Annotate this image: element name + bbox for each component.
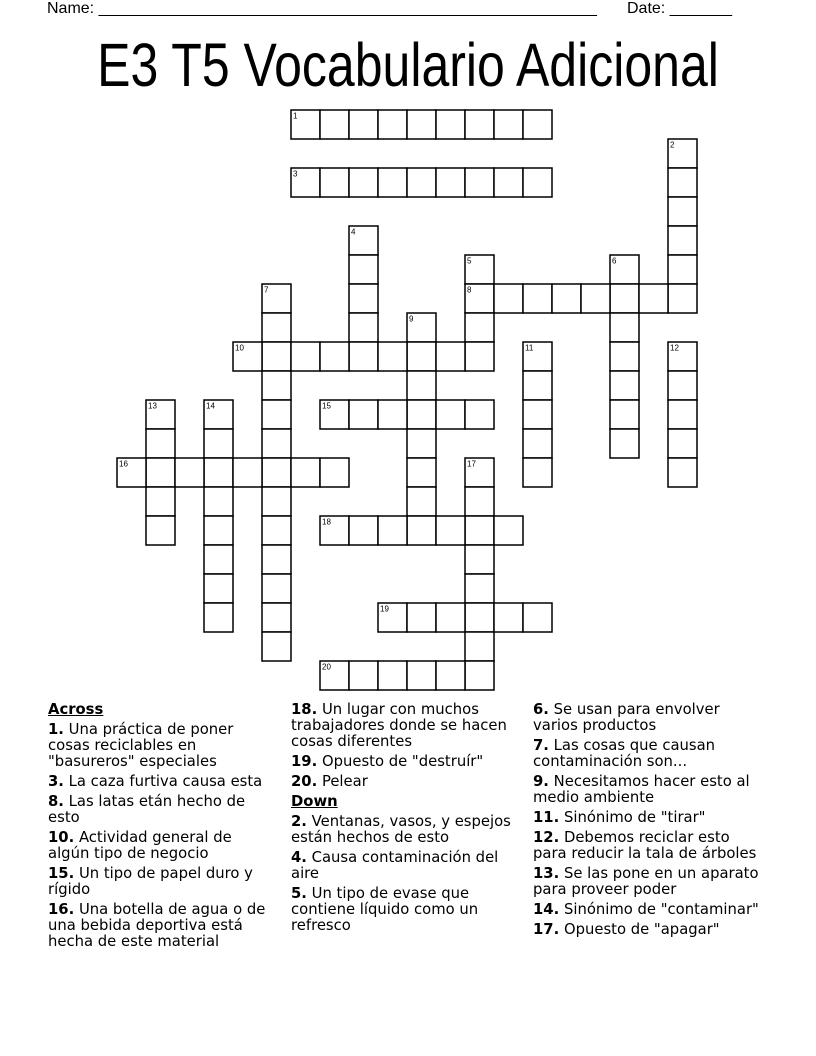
clue-text: Debemos reciclar esto para reducir la tala de árboles — [533, 829, 757, 862]
grid-cell — [349, 342, 378, 371]
grid-cell — [407, 487, 436, 516]
grid-cell — [610, 313, 639, 342]
grid-cell — [610, 342, 639, 371]
grid-cell — [523, 110, 552, 139]
down-clue — [533, 774, 761, 806]
grid-cell — [494, 110, 523, 139]
name-label: Name: — [47, 0, 95, 17]
grid-cell — [204, 458, 233, 487]
grid-cell — [233, 458, 262, 487]
clue-text: Opuesto de "destruír" — [321, 753, 484, 770]
grid-cell — [349, 110, 378, 139]
across-clue — [291, 754, 511, 770]
clue-number: 7. — [533, 737, 549, 754]
grid-cell — [436, 516, 465, 545]
cell-number: 15 — [322, 401, 331, 411]
grid-cell — [610, 429, 639, 458]
grid-cell — [349, 255, 378, 284]
across-clue — [48, 866, 274, 898]
grid-cell — [494, 168, 523, 197]
clue-number: 20. — [291, 773, 318, 790]
clue-number: 19. — [291, 753, 318, 770]
grid-cell — [465, 574, 494, 603]
grid-cell — [291, 342, 320, 371]
cell-number: 1 — [293, 111, 298, 121]
across-clue — [48, 722, 274, 770]
cell-number: 19 — [380, 604, 389, 614]
grid-cell — [320, 458, 349, 487]
grid-cell — [668, 197, 697, 226]
page-title: E3 T5 Vocabulario Adicional — [97, 31, 719, 100]
grid-cell — [668, 255, 697, 284]
down-clue — [533, 702, 761, 734]
cell-number: 18 — [322, 517, 331, 527]
clue-text: Un tipo de evase que contiene líquido como un refresco — [291, 885, 479, 934]
grid-cell — [262, 574, 291, 603]
clue-number: 8. — [48, 793, 64, 810]
clue-text: Las cosas que causan contaminación son... — [533, 737, 716, 770]
grid-cell — [494, 284, 523, 313]
cell-number: 8 — [467, 285, 472, 295]
grid-cell — [349, 400, 378, 429]
grid-cell — [436, 110, 465, 139]
clue-number: 17. — [533, 921, 560, 938]
grid-cell — [204, 574, 233, 603]
grid-cell — [436, 400, 465, 429]
down-heading: Down — [291, 793, 338, 810]
down-clue — [533, 866, 761, 898]
grid-cell — [291, 458, 320, 487]
across-clue — [48, 794, 274, 826]
grid-cell — [262, 400, 291, 429]
grid-cell — [262, 516, 291, 545]
grid-cell — [581, 284, 610, 313]
grid-cell — [204, 603, 233, 632]
grid-cell — [407, 168, 436, 197]
grid-cell — [523, 168, 552, 197]
grid-cell — [407, 110, 436, 139]
grid-cell — [465, 603, 494, 632]
across-clue — [48, 830, 274, 862]
grid-cell — [320, 342, 349, 371]
grid-cell — [262, 458, 291, 487]
grid-cell — [407, 342, 436, 371]
clue-text: Necesitamos hacer esto al medio ambiente — [533, 773, 750, 806]
grid-cell — [465, 313, 494, 342]
grid-cell — [639, 284, 668, 313]
clue-text: Causa contaminación del aire — [291, 849, 499, 882]
grid-cell — [204, 487, 233, 516]
clue-text: Ventanas, vasos, y espejos están hechos de esto — [291, 813, 511, 846]
cell-number: 9 — [409, 314, 414, 324]
grid-cell — [668, 458, 697, 487]
grid-cell — [204, 516, 233, 545]
grid-cell — [610, 284, 639, 313]
cell-number: 12 — [670, 343, 679, 353]
grid-cell — [465, 661, 494, 690]
clue-number: 5. — [291, 885, 307, 902]
grid-cell — [407, 661, 436, 690]
grid-cell — [668, 284, 697, 313]
clue-number: 4. — [291, 849, 307, 866]
grid-cell — [175, 458, 204, 487]
grid-cell — [204, 429, 233, 458]
grid-cell — [668, 168, 697, 197]
cell-number: 3 — [293, 169, 298, 179]
grid-cell — [378, 168, 407, 197]
grid-cell — [465, 400, 494, 429]
grid-cell — [523, 458, 552, 487]
clue-text: Se las pone en un aparato para proveer poder — [533, 865, 759, 898]
grid-cell — [349, 661, 378, 690]
clue-number: 3. — [48, 773, 64, 790]
across-clue — [291, 702, 511, 750]
clue-text: Una botella de agua o de una bebida deportiva está hecha de este material — [48, 901, 266, 950]
grid-cell — [378, 516, 407, 545]
grid-cell — [436, 168, 465, 197]
clue-number: 13. — [533, 865, 560, 882]
clue-number: 12. — [533, 829, 560, 846]
grid-cell — [668, 226, 697, 255]
grid-cell — [668, 400, 697, 429]
clue-number: 11. — [533, 809, 560, 826]
grid-cell — [378, 400, 407, 429]
grid-cell — [436, 603, 465, 632]
grid-cell — [494, 516, 523, 545]
grid-cell — [204, 545, 233, 574]
grid-cell — [349, 516, 378, 545]
grid-cell — [349, 168, 378, 197]
cell-number: 11 — [525, 343, 534, 353]
cell-number: 16 — [119, 459, 128, 469]
clue-number: 15. — [48, 865, 75, 882]
grid-cell — [465, 168, 494, 197]
cell-number: 4 — [351, 227, 356, 237]
grid-cell — [523, 371, 552, 400]
grid-cell — [378, 110, 407, 139]
grid-cell — [262, 487, 291, 516]
grid-cell — [320, 110, 349, 139]
clue-number: 18. — [291, 701, 318, 718]
grid-cell — [407, 429, 436, 458]
crossword-grid — [116, 109, 700, 693]
grid-cell — [146, 458, 175, 487]
clue-text: Pelear — [321, 773, 368, 790]
clue-text: La caza furtiva causa esta — [68, 773, 263, 790]
down-clue — [533, 810, 761, 826]
grid-cell — [523, 400, 552, 429]
across-clue — [48, 902, 274, 950]
clue-text: Se usan para envolver varios productos — [533, 701, 720, 734]
clue-number: 2. — [291, 813, 307, 830]
grid-cell — [465, 632, 494, 661]
grid-cell — [407, 603, 436, 632]
across-clue — [291, 774, 511, 790]
clue-number: 10. — [48, 829, 75, 846]
down-clue — [291, 886, 511, 934]
name-line: ________________________________________________________ — [98, 0, 597, 17]
down-clue — [291, 850, 511, 882]
grid-cell — [523, 603, 552, 632]
cell-number: 13 — [148, 401, 157, 411]
grid-cell — [523, 429, 552, 458]
grid-cell — [436, 342, 465, 371]
grid-cell — [465, 110, 494, 139]
clue-column-1 — [48, 702, 274, 954]
grid-cell — [320, 168, 349, 197]
clue-text: Actividad general de algún tipo de negocio — [48, 829, 232, 862]
grid-cell — [465, 516, 494, 545]
grid-cell — [349, 313, 378, 342]
down-clue — [533, 902, 761, 918]
across-heading: Across — [48, 701, 104, 718]
grid-cell — [262, 313, 291, 342]
cell-number: 14 — [206, 401, 215, 411]
across-clue — [48, 774, 274, 790]
grid-cell — [610, 400, 639, 429]
clue-number: 6. — [533, 701, 549, 718]
date-line: _______ — [669, 0, 732, 17]
grid-cell — [465, 342, 494, 371]
clue-text: Las latas etán hecho de esto — [48, 793, 246, 826]
grid-cell — [378, 661, 407, 690]
down-clue — [533, 738, 761, 770]
clue-text: Un tipo de papel duro y rígido — [48, 865, 253, 898]
grid-cell — [262, 371, 291, 400]
grid-cell — [146, 487, 175, 516]
clue-column-3 — [533, 702, 761, 942]
grid-cell — [407, 458, 436, 487]
grid-cell — [465, 487, 494, 516]
grid-cell — [262, 429, 291, 458]
clue-text: Un lugar con muchos trabajadores donde se hacen cosas diferentes — [291, 701, 507, 750]
clue-text: Una práctica de poner cosas reciclables en "basureros" especiales — [48, 721, 234, 770]
grid-cell — [668, 371, 697, 400]
grid-cell — [349, 284, 378, 313]
clue-text: Opuesto de "apagar" — [563, 921, 720, 938]
grid-cell — [378, 342, 407, 371]
clue-number: 9. — [533, 773, 549, 790]
cell-number: 2 — [670, 140, 675, 150]
grid-cell — [407, 400, 436, 429]
cell-number: 5 — [467, 256, 472, 266]
down-clue — [291, 814, 511, 846]
grid-cell — [262, 545, 291, 574]
grid-cell — [262, 632, 291, 661]
date-field — [627, 0, 732, 18]
grid-cell — [407, 371, 436, 400]
cell-number: 7 — [264, 285, 269, 295]
grid-cell — [465, 545, 494, 574]
cell-number: 20 — [322, 662, 331, 672]
clue-number: 14. — [533, 901, 560, 918]
grid-cell — [668, 429, 697, 458]
name-field — [47, 0, 597, 18]
grid-cell — [262, 342, 291, 371]
down-clue — [533, 922, 761, 938]
grid-cell — [494, 603, 523, 632]
grid-cell — [610, 371, 639, 400]
clue-number: 16. — [48, 901, 75, 918]
clue-number: 1. — [48, 721, 64, 738]
grid-cell — [552, 284, 581, 313]
grid-cell — [523, 284, 552, 313]
cell-number: 17 — [467, 459, 476, 469]
clue-text: Sinónimo de "contaminar" — [563, 901, 759, 918]
grid-cell — [407, 516, 436, 545]
grid-cell — [436, 661, 465, 690]
cell-number: 10 — [235, 343, 244, 353]
clue-column-2 — [291, 702, 511, 938]
cell-number: 6 — [612, 256, 617, 266]
grid-cell — [262, 603, 291, 632]
grid-cell — [146, 516, 175, 545]
grid-cell — [146, 429, 175, 458]
down-clue — [533, 830, 761, 862]
clue-text: Sinónimo de "tirar" — [563, 809, 706, 826]
date-label: Date: — [627, 0, 666, 17]
